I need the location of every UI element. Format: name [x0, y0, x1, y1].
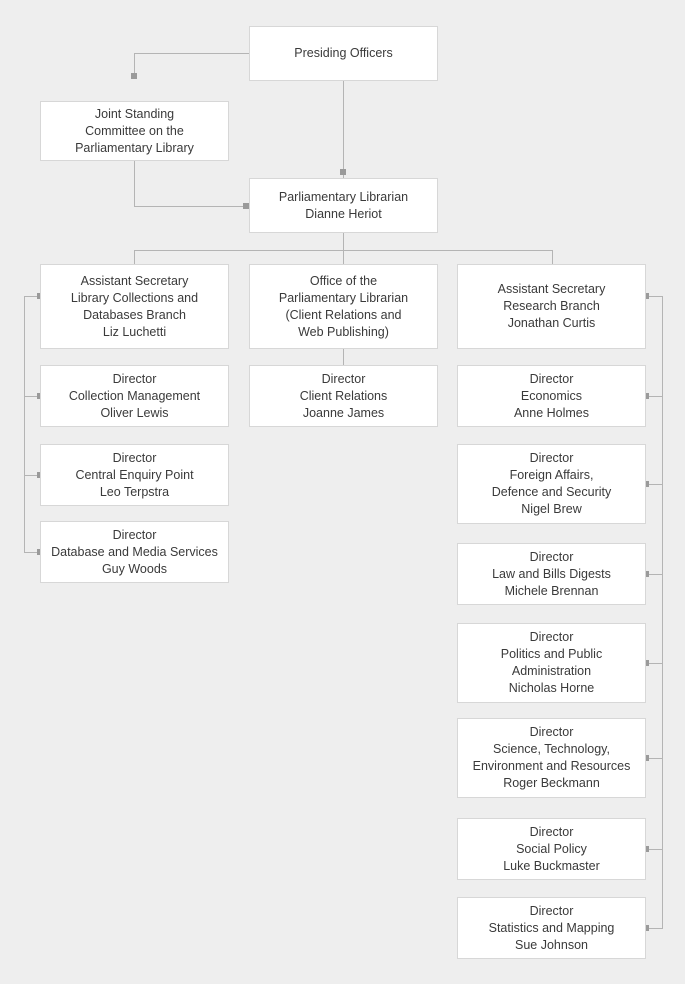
node-label-line: Client Relations: [299, 388, 388, 403]
node-director-collection-management[interactable]: [40, 365, 229, 427]
node-presiding-officers[interactable]: [249, 26, 438, 81]
node-label-line: Politics and Public: [500, 647, 603, 661]
node-parliamentary-librarian[interactable]: [249, 178, 438, 233]
node-label-line: Databases Branch: [83, 307, 186, 322]
node-label-line: Committee on the: [85, 123, 184, 138]
node-director-statistics-mapping[interactable]: [457, 897, 646, 959]
node-director-foreign-affairs[interactable]: [457, 444, 646, 524]
node-label-line: Presiding Officers: [294, 46, 393, 60]
node-label-line: Central Enquiry Point: [75, 467, 194, 482]
node-label-line: Environment and Resources: [472, 759, 631, 773]
node-assistant-secretary-library-collections[interactable]: [40, 264, 229, 349]
node-director-politics-public-administration[interactable]: [457, 623, 646, 703]
node-label-line: Database and Media Services: [51, 544, 218, 559]
node-label-line: Sue Johnson: [515, 937, 588, 952]
node-label-line: Assistant Secretary: [497, 282, 606, 296]
node-label-line: Director: [529, 451, 574, 465]
connector-left-branch-spine: [24, 296, 25, 552]
connector-nub-nub-librarian-top: [340, 169, 346, 175]
node-label-line: Economics: [520, 388, 583, 403]
connector-bus-down-left-branch: [134, 250, 135, 264]
node-label-line: Office of the: [309, 273, 378, 288]
node-label-line: Defence and Security: [491, 485, 612, 499]
node-label-line: Assistant Secretary: [80, 273, 189, 288]
node-label-line: Anne Holmes: [513, 405, 590, 420]
connector-librarian-down-to-bus: [343, 233, 344, 250]
node-label-line: Dianne Heriot: [305, 206, 382, 221]
node-director-social-policy[interactable]: [457, 818, 646, 880]
node-label-line: Administration: [511, 664, 592, 678]
connector-committee-down: [134, 161, 135, 206]
connector-bus-down-right-branch: [552, 250, 553, 264]
node-label-line: Science, Technology,: [493, 742, 610, 756]
node-label-line: Parliamentary Library: [75, 140, 194, 155]
node-label-line: Michele Brennan: [504, 583, 599, 598]
node-label-line: Parliamentary Librarian: [278, 290, 409, 305]
node-label-line: (Client Relations and: [285, 307, 402, 322]
node-director-law-bills-digests[interactable]: [457, 543, 646, 605]
node-director-database-media-services[interactable]: [40, 521, 229, 583]
connector-right-branch-spine: [662, 296, 663, 929]
node-label-line: Director: [529, 630, 574, 644]
node-label-line: Director: [529, 903, 574, 918]
node-label-line: Roger Beckmann: [503, 776, 600, 790]
node-label-line: Nicholas Horne: [508, 681, 595, 695]
node-label-line: Director: [321, 371, 366, 386]
node-label-line: Statistics and Mapping: [488, 920, 615, 935]
node-label-line: Joint Standing: [94, 106, 175, 121]
node-office-parliamentary-librarian[interactable]: [249, 264, 438, 349]
node-label-line: Director: [529, 824, 574, 839]
node-label-line: Luke Buckmaster: [503, 858, 600, 873]
node-label-line: Library Collections and: [70, 290, 199, 305]
node-director-science-technology[interactable]: [457, 718, 646, 798]
node-label-line: Joanne James: [302, 405, 385, 420]
node-joint-standing-committee[interactable]: [40, 101, 229, 161]
node-label-line: Social Policy: [516, 841, 587, 856]
node-label-line: Liz Luchetti: [102, 324, 167, 339]
connector-bus-down-middle-branch: [343, 250, 344, 264]
connector-po-left-to-committee-bus: [134, 53, 249, 54]
node-label-line: Director: [112, 371, 157, 386]
node-label-line: Law and Bills Digests: [492, 566, 611, 581]
node-director-central-enquiry-point[interactable]: [40, 444, 229, 506]
node-label-line: Collection Management: [68, 388, 201, 403]
node-label-line: Leo Terpstra: [99, 484, 170, 499]
connector-po-down-to-librarian: [343, 81, 344, 178]
node-label-line: Director: [112, 527, 157, 542]
node-director-client-relations[interactable]: [249, 365, 438, 427]
node-label-line: Director: [529, 549, 574, 564]
node-label-line: Nigel Brew: [521, 502, 582, 516]
node-label-line: Oliver Lewis: [100, 405, 169, 420]
node-label-line: Web Publishing): [298, 324, 389, 339]
connector-nub-nub-po-corner: [131, 73, 137, 79]
node-director-economics[interactable]: [457, 365, 646, 427]
node-assistant-secretary-research-branch[interactable]: [457, 264, 646, 349]
node-label-line: Guy Woods: [101, 561, 168, 576]
node-label-line: Parliamentary Librarian: [278, 189, 409, 204]
connector-middle-branch-connector: [343, 349, 344, 365]
node-label-line: Director: [529, 725, 574, 739]
node-label-line: Research Branch: [503, 299, 600, 313]
node-label-line: Director: [112, 450, 157, 465]
connector-committee-right-to-librarian: [134, 206, 249, 207]
node-label-line: Foreign Affairs,: [509, 468, 594, 482]
node-label-line: Director: [529, 371, 574, 386]
node-label-line: Jonathan Curtis: [507, 316, 596, 330]
